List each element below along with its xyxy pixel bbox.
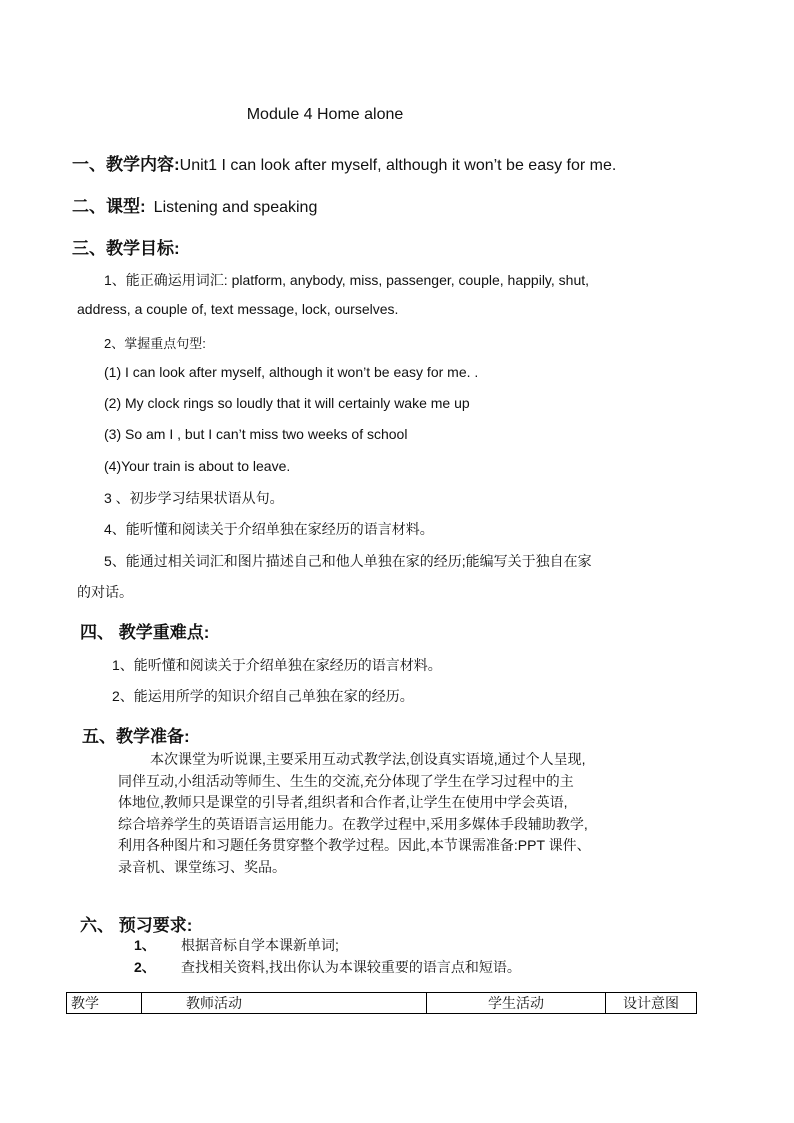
preparation-paragraph (118, 749, 678, 878)
header-cell-purpose: 设计意图 (606, 993, 697, 1014)
section-2-label: 二、课型: (72, 197, 146, 216)
section-5-heading: 五、教学准备: (82, 727, 190, 746)
preparation-line-4: 综合培养学生的英语语言运用能力。在教学过程中,采用多媒体手段辅助教学, (118, 815, 588, 832)
lesson-plan-table (66, 992, 697, 1014)
preparation-line-6: 录音机、课堂练习、奖品。 (118, 858, 286, 875)
objective-4: 4、能听懂和阅读关于介绍单独在家经历的语言材料。 (104, 521, 434, 537)
preview-item-2-number: 2、 (134, 959, 156, 975)
table-header-row (67, 993, 697, 1014)
header-cell-teacher: 教师活动 (142, 993, 427, 1014)
preparation-line-5: 利用各种图片和习题任务贯穿整个教学过程。因此,本节课需准备:PPT 课件、 (118, 837, 591, 853)
section-6-heading: 六、 预习要求: (80, 916, 193, 935)
sentence-4: (4)Your train is about to leave. (104, 458, 291, 474)
section-1-label: 一、教学内容: (72, 155, 180, 174)
preview-item-1-text: 根据音标自学本课新单词; (181, 937, 339, 953)
preparation-line-1: 本次课堂为听说课,主要采用互动式教学法,创设真实语境,通过个人呈现, (150, 751, 586, 767)
section-3-heading: 三、教学目标: (72, 239, 180, 258)
section-1-text: Unit1 I can look after myself, although it won’t be easy for me. (179, 157, 617, 174)
preparation-line-2: 同伴互动,小组活动等师生、生生的交流,充分体现了学生在学习过程中的主 (118, 772, 574, 789)
section-1 (72, 150, 616, 175)
header-cell-student: 学生活动 (427, 993, 606, 1014)
sentence-1: (1) I can look after myself, although it won’t be easy for me. . (104, 364, 479, 380)
sentence-3: (3) So am I , but I can’t miss two weeks of school (104, 426, 408, 442)
key-point-1: 1、能听懂和阅读关于介绍单独在家经历的语言材料。 (112, 657, 442, 673)
preview-item-2-text: 查找相关资料,找出你认为本课较重要的语言点和短语。 (181, 959, 521, 975)
header-cell-stage: 教学 (67, 993, 142, 1014)
document-title: Module 4 Home alone (246, 106, 404, 123)
preview-item-1-number: 1、 (134, 937, 156, 953)
objective-2: 2、掌握重点句型: (104, 336, 206, 351)
objective-1-line-2: address, a couple of, text message, lock, ourselves. (77, 301, 399, 317)
section-2 (72, 192, 317, 217)
objective-3: 3 、初步学习结果状语从句。 (104, 490, 284, 506)
section-4-heading: 四、 教学重难点: (80, 623, 210, 642)
section-2-text: Listening and speaking (153, 199, 318, 216)
objective-5-line-2: 的对话。 (77, 584, 133, 600)
key-point-2: 2、能运用所学的知识介绍自己单独在家的经历。 (112, 688, 414, 704)
preparation-line-3: 体地位,教师只是课堂的引导者,组织者和合作者,让学生在使用中学会英语, (118, 794, 568, 810)
objective-1-line-1: 1、能正确运用词汇: platform, anybody, miss, passenger, couple, happily, shut, (104, 272, 590, 288)
objective-5-line-1: 5、能通过相关词汇和图片描述自己和他人单独在家的经历;能编写关于独自在家 (104, 553, 592, 569)
sentence-2: (2) My clock rings so loudly that it will certainly wake me up (104, 395, 470, 411)
